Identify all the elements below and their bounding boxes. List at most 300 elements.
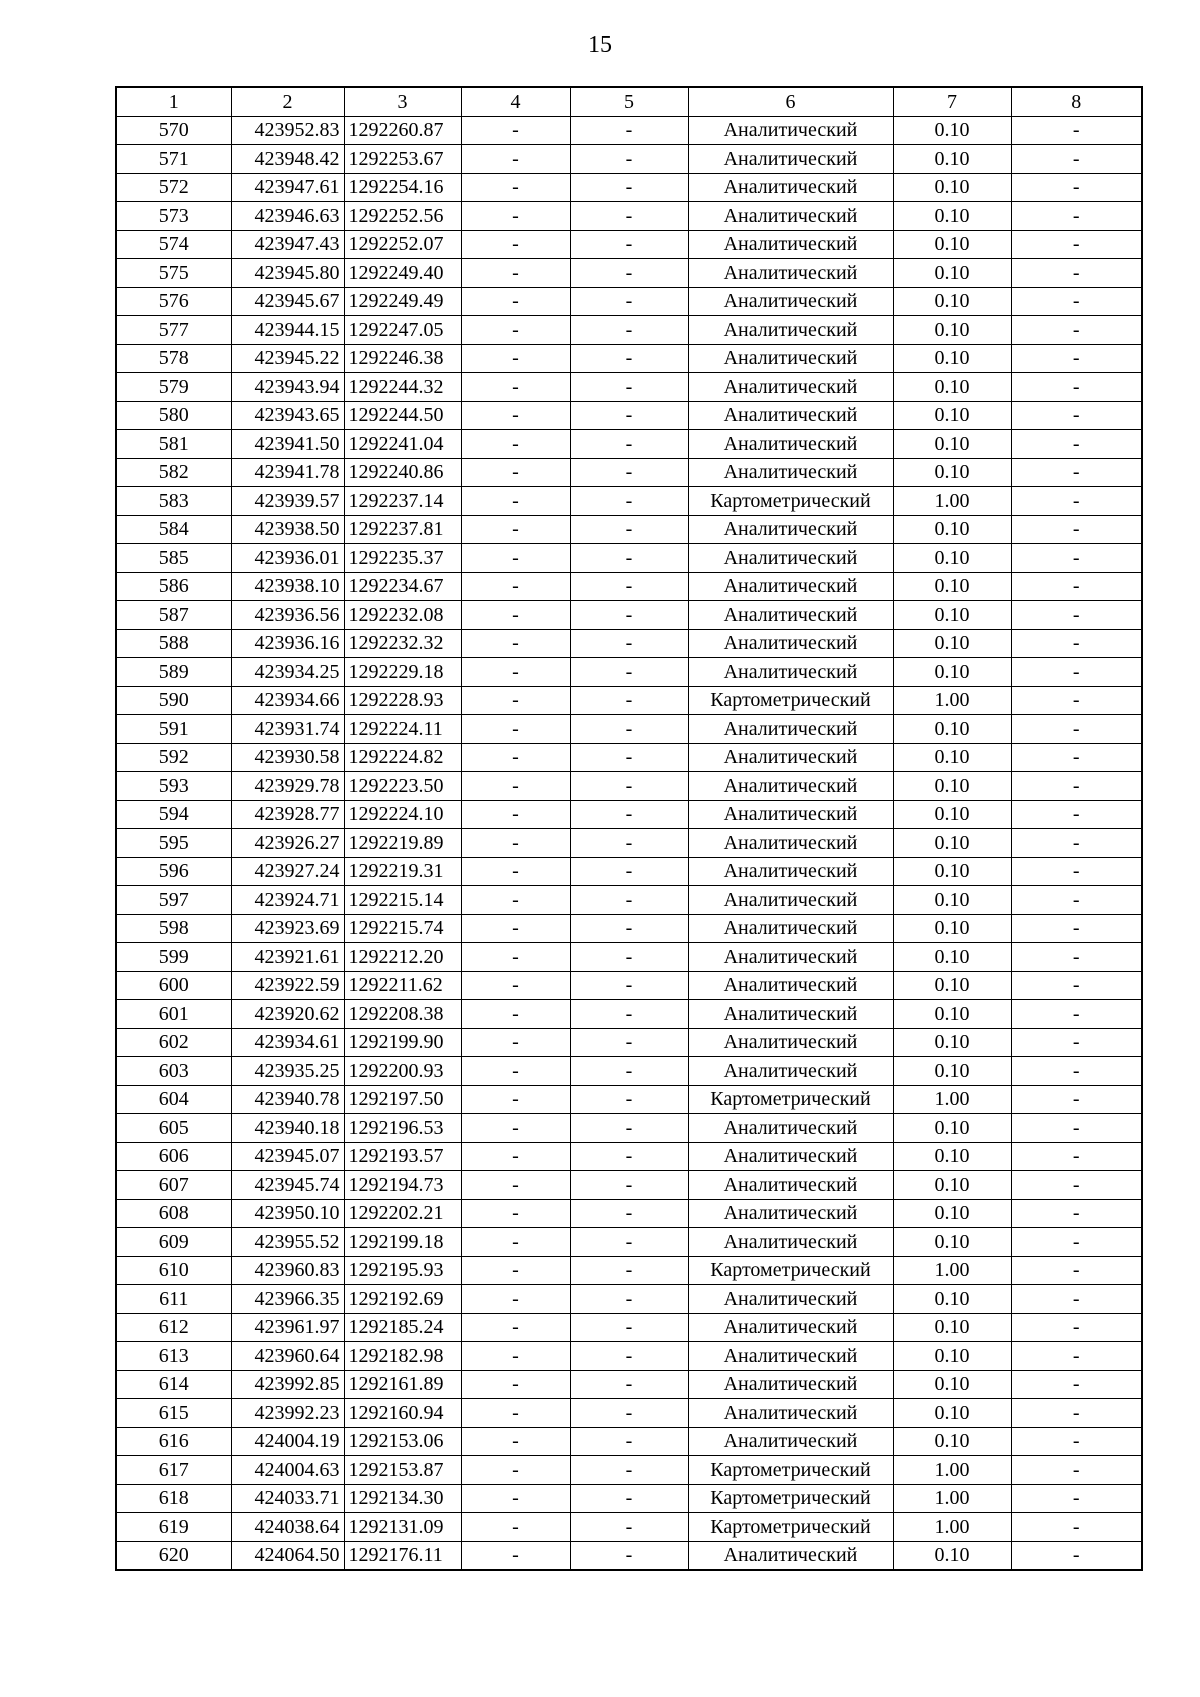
table-row	[116, 373, 1142, 402]
x-coordinate: 423940.18	[231, 1114, 344, 1143]
x-coordinate: 423934.61	[231, 1028, 344, 1057]
col-5-value: -	[570, 1370, 688, 1399]
col-5-value: -	[570, 259, 688, 288]
col-8-value: -	[1011, 1256, 1142, 1285]
col-8-value: -	[1011, 1513, 1142, 1542]
col-8-value: -	[1011, 1313, 1142, 1342]
y-coordinate: 1292224.82	[344, 743, 461, 772]
y-coordinate: 1292237.14	[344, 487, 461, 516]
col-5-value: -	[570, 1313, 688, 1342]
column-header: 4	[461, 87, 570, 116]
table-row	[116, 800, 1142, 829]
table-row	[116, 1000, 1142, 1029]
x-coordinate: 423945.80	[231, 259, 344, 288]
y-coordinate: 1292176.11	[344, 1541, 461, 1570]
x-coordinate: 423935.25	[231, 1057, 344, 1086]
point-number: 603	[116, 1057, 231, 1086]
col-4-value: -	[461, 1456, 570, 1485]
col-4-value: -	[461, 173, 570, 202]
method: Аналитический	[688, 116, 893, 145]
col-8-value: -	[1011, 1285, 1142, 1314]
col-8-value: -	[1011, 1171, 1142, 1200]
accuracy: 0.10	[893, 1541, 1011, 1570]
point-number: 573	[116, 202, 231, 231]
y-coordinate: 1292192.69	[344, 1285, 461, 1314]
accuracy: 0.10	[893, 202, 1011, 231]
table-row	[116, 715, 1142, 744]
table-row	[116, 458, 1142, 487]
accuracy: 0.10	[893, 715, 1011, 744]
x-coordinate: 423936.01	[231, 544, 344, 573]
col-4-value: -	[461, 401, 570, 430]
column-header: 6	[688, 87, 893, 116]
point-number: 597	[116, 886, 231, 915]
col-4-value: -	[461, 1484, 570, 1513]
x-coordinate: 423924.71	[231, 886, 344, 915]
col-4-value: -	[461, 1171, 570, 1200]
col-5-value: -	[570, 344, 688, 373]
col-5-value: -	[570, 1057, 688, 1086]
point-number: 586	[116, 572, 231, 601]
col-5-value: -	[570, 1456, 688, 1485]
point-number: 614	[116, 1370, 231, 1399]
x-coordinate: 423940.78	[231, 1085, 344, 1114]
y-coordinate: 1292193.57	[344, 1142, 461, 1171]
method: Аналитический	[688, 914, 893, 943]
x-coordinate: 423930.58	[231, 743, 344, 772]
col-8-value: -	[1011, 971, 1142, 1000]
col-8-value: -	[1011, 1456, 1142, 1485]
point-number: 588	[116, 629, 231, 658]
method: Аналитический	[688, 629, 893, 658]
accuracy: 0.10	[893, 743, 1011, 772]
col-5-value: -	[570, 515, 688, 544]
y-coordinate: 1292244.50	[344, 401, 461, 430]
point-number: 609	[116, 1228, 231, 1257]
method: Аналитический	[688, 1399, 893, 1428]
col-4-value: -	[461, 715, 570, 744]
method: Аналитический	[688, 1228, 893, 1257]
point-number: 620	[116, 1541, 231, 1570]
x-coordinate: 423939.57	[231, 487, 344, 516]
y-coordinate: 1292260.87	[344, 116, 461, 145]
method: Аналитический	[688, 1171, 893, 1200]
method: Картометрический	[688, 487, 893, 516]
x-coordinate: 423946.63	[231, 202, 344, 231]
col-8-value: -	[1011, 1057, 1142, 1086]
accuracy: 0.10	[893, 800, 1011, 829]
table-row	[116, 287, 1142, 316]
col-8-value: -	[1011, 458, 1142, 487]
table-row	[116, 1228, 1142, 1257]
table-row	[116, 1513, 1142, 1542]
x-coordinate: 423960.64	[231, 1342, 344, 1371]
col-4-value: -	[461, 857, 570, 886]
point-number: 572	[116, 173, 231, 202]
accuracy: 0.10	[893, 1199, 1011, 1228]
x-coordinate: 423945.67	[231, 287, 344, 316]
accuracy: 0.10	[893, 829, 1011, 858]
accuracy: 0.10	[893, 259, 1011, 288]
y-coordinate: 1292161.89	[344, 1370, 461, 1399]
table-row	[116, 1456, 1142, 1485]
col-4-value: -	[461, 487, 570, 516]
accuracy: 0.10	[893, 1028, 1011, 1057]
col-4-value: -	[461, 629, 570, 658]
col-8-value: -	[1011, 202, 1142, 231]
point-number: 618	[116, 1484, 231, 1513]
col-4-value: -	[461, 458, 570, 487]
method: Аналитический	[688, 943, 893, 972]
col-5-value: -	[570, 1256, 688, 1285]
y-coordinate: 1292197.50	[344, 1085, 461, 1114]
x-coordinate: 423938.50	[231, 515, 344, 544]
col-5-value: -	[570, 230, 688, 259]
table-row	[116, 344, 1142, 373]
col-4-value: -	[461, 1057, 570, 1086]
y-coordinate: 1292199.18	[344, 1228, 461, 1257]
table-row	[116, 772, 1142, 801]
accuracy: 0.10	[893, 1228, 1011, 1257]
col-5-value: -	[570, 1513, 688, 1542]
col-4-value: -	[461, 1228, 570, 1257]
col-8-value: -	[1011, 487, 1142, 516]
method: Картометрический	[688, 1484, 893, 1513]
x-coordinate: 424038.64	[231, 1513, 344, 1542]
method: Аналитический	[688, 658, 893, 687]
method: Аналитический	[688, 430, 893, 459]
col-5-value: -	[570, 287, 688, 316]
x-coordinate: 423936.16	[231, 629, 344, 658]
col-8-value: -	[1011, 686, 1142, 715]
accuracy: 0.10	[893, 145, 1011, 174]
col-5-value: -	[570, 116, 688, 145]
method: Аналитический	[688, 373, 893, 402]
point-number: 604	[116, 1085, 231, 1114]
col-4-value: -	[461, 544, 570, 573]
y-coordinate: 1292229.18	[344, 658, 461, 687]
header-row	[116, 87, 1142, 116]
col-8-value: -	[1011, 857, 1142, 886]
accuracy: 0.10	[893, 1171, 1011, 1200]
x-coordinate: 423928.77	[231, 800, 344, 829]
col-5-value: -	[570, 373, 688, 402]
col-4-value: -	[461, 914, 570, 943]
point-number: 606	[116, 1142, 231, 1171]
col-5-value: -	[570, 1114, 688, 1143]
col-4-value: -	[461, 658, 570, 687]
col-5-value: -	[570, 145, 688, 174]
y-coordinate: 1292232.08	[344, 601, 461, 630]
col-4-value: -	[461, 515, 570, 544]
method: Аналитический	[688, 1057, 893, 1086]
y-coordinate: 1292134.30	[344, 1484, 461, 1513]
accuracy: 0.10	[893, 458, 1011, 487]
table-row	[116, 601, 1142, 630]
method: Аналитический	[688, 344, 893, 373]
col-5-value: -	[570, 1427, 688, 1456]
y-coordinate: 1292252.56	[344, 202, 461, 231]
table-row	[116, 1370, 1142, 1399]
method: Аналитический	[688, 1114, 893, 1143]
table-row	[116, 686, 1142, 715]
accuracy: 0.10	[893, 857, 1011, 886]
table-row	[116, 1028, 1142, 1057]
method: Аналитический	[688, 1142, 893, 1171]
y-coordinate: 1292195.93	[344, 1256, 461, 1285]
table-row	[116, 1342, 1142, 1371]
accuracy: 0.10	[893, 943, 1011, 972]
col-8-value: -	[1011, 886, 1142, 915]
col-4-value: -	[461, 1028, 570, 1057]
method: Аналитический	[688, 1199, 893, 1228]
x-coordinate: 424004.19	[231, 1427, 344, 1456]
col-4-value: -	[461, 886, 570, 915]
col-5-value: -	[570, 601, 688, 630]
point-number: 581	[116, 430, 231, 459]
column-header: 1	[116, 87, 231, 116]
point-number: 571	[116, 145, 231, 174]
method: Картометрический	[688, 686, 893, 715]
col-8-value: -	[1011, 287, 1142, 316]
table-row	[116, 515, 1142, 544]
point-number: 594	[116, 800, 231, 829]
table-row	[116, 145, 1142, 174]
point-number: 585	[116, 544, 231, 573]
x-coordinate: 423938.10	[231, 572, 344, 601]
y-coordinate: 1292253.67	[344, 145, 461, 174]
col-8-value: -	[1011, 1370, 1142, 1399]
point-number: 605	[116, 1114, 231, 1143]
col-4-value: -	[461, 829, 570, 858]
method: Аналитический	[688, 971, 893, 1000]
column-header: 2	[231, 87, 344, 116]
column-header: 8	[1011, 87, 1142, 116]
point-number: 612	[116, 1313, 231, 1342]
col-8-value: -	[1011, 1541, 1142, 1570]
x-coordinate: 423943.65	[231, 401, 344, 430]
accuracy: 0.10	[893, 1114, 1011, 1143]
x-coordinate: 423992.85	[231, 1370, 344, 1399]
accuracy: 0.10	[893, 430, 1011, 459]
col-5-value: -	[570, 1228, 688, 1257]
accuracy: 0.10	[893, 1370, 1011, 1399]
method: Аналитический	[688, 886, 893, 915]
table-body	[116, 87, 1142, 1570]
table-row	[116, 658, 1142, 687]
y-coordinate: 1292153.87	[344, 1456, 461, 1485]
col-4-value: -	[461, 1000, 570, 1029]
col-4-value: -	[461, 316, 570, 345]
col-8-value: -	[1011, 914, 1142, 943]
x-coordinate: 423961.97	[231, 1313, 344, 1342]
x-coordinate: 423941.50	[231, 430, 344, 459]
point-number: 608	[116, 1199, 231, 1228]
y-coordinate: 1292223.50	[344, 772, 461, 801]
y-coordinate: 1292200.93	[344, 1057, 461, 1086]
col-8-value: -	[1011, 515, 1142, 544]
col-8-value: -	[1011, 116, 1142, 145]
col-8-value: -	[1011, 1399, 1142, 1428]
col-4-value: -	[461, 743, 570, 772]
point-number: 570	[116, 116, 231, 145]
accuracy: 0.10	[893, 772, 1011, 801]
col-4-value: -	[461, 772, 570, 801]
point-number: 596	[116, 857, 231, 886]
x-coordinate: 423952.83	[231, 116, 344, 145]
accuracy: 0.10	[893, 971, 1011, 1000]
y-coordinate: 1292249.40	[344, 259, 461, 288]
col-8-value: -	[1011, 658, 1142, 687]
method: Картометрический	[688, 1256, 893, 1285]
y-coordinate: 1292240.86	[344, 458, 461, 487]
col-4-value: -	[461, 373, 570, 402]
accuracy: 1.00	[893, 1456, 1011, 1485]
col-4-value: -	[461, 572, 570, 601]
col-8-value: -	[1011, 1000, 1142, 1029]
col-8-value: -	[1011, 259, 1142, 288]
y-coordinate: 1292160.94	[344, 1399, 461, 1428]
y-coordinate: 1292234.67	[344, 572, 461, 601]
table-row	[116, 1114, 1142, 1143]
col-5-value: -	[570, 743, 688, 772]
col-5-value: -	[570, 829, 688, 858]
col-5-value: -	[570, 430, 688, 459]
accuracy: 1.00	[893, 487, 1011, 516]
col-5-value: -	[570, 1142, 688, 1171]
accuracy: 0.10	[893, 629, 1011, 658]
col-8-value: -	[1011, 230, 1142, 259]
method: Картометрический	[688, 1456, 893, 1485]
col-5-value: -	[570, 629, 688, 658]
table-row	[116, 259, 1142, 288]
col-8-value: -	[1011, 316, 1142, 345]
point-number: 610	[116, 1256, 231, 1285]
method: Аналитический	[688, 1000, 893, 1029]
col-5-value: -	[570, 886, 688, 915]
col-8-value: -	[1011, 1142, 1142, 1171]
x-coordinate: 423920.62	[231, 1000, 344, 1029]
table-row	[116, 857, 1142, 886]
col-4-value: -	[461, 1342, 570, 1371]
col-8-value: -	[1011, 629, 1142, 658]
accuracy: 1.00	[893, 1513, 1011, 1542]
col-8-value: -	[1011, 344, 1142, 373]
col-5-value: -	[570, 401, 688, 430]
method: Аналитический	[688, 287, 893, 316]
y-coordinate: 1292244.32	[344, 373, 461, 402]
col-5-value: -	[570, 572, 688, 601]
x-coordinate: 423927.24	[231, 857, 344, 886]
y-coordinate: 1292252.07	[344, 230, 461, 259]
point-number: 598	[116, 914, 231, 943]
y-coordinate: 1292219.89	[344, 829, 461, 858]
accuracy: 0.10	[893, 515, 1011, 544]
x-coordinate: 424064.50	[231, 1541, 344, 1570]
accuracy: 1.00	[893, 1085, 1011, 1114]
col-8-value: -	[1011, 772, 1142, 801]
col-8-value: -	[1011, 173, 1142, 202]
table-row	[116, 943, 1142, 972]
method: Аналитический	[688, 230, 893, 259]
column-header: 3	[344, 87, 461, 116]
table-row	[116, 1541, 1142, 1570]
col-8-value: -	[1011, 373, 1142, 402]
col-4-value: -	[461, 1370, 570, 1399]
table-row	[116, 230, 1142, 259]
y-coordinate: 1292246.38	[344, 344, 461, 373]
table-row	[116, 1171, 1142, 1200]
accuracy: 0.10	[893, 373, 1011, 402]
point-number: 582	[116, 458, 231, 487]
table-row	[116, 1057, 1142, 1086]
col-4-value: -	[461, 1513, 570, 1542]
page-number: 15	[588, 32, 612, 58]
point-number: 613	[116, 1342, 231, 1371]
table-row	[116, 1199, 1142, 1228]
method: Аналитический	[688, 202, 893, 231]
col-5-value: -	[570, 686, 688, 715]
col-5-value: -	[570, 1342, 688, 1371]
col-5-value: -	[570, 715, 688, 744]
x-coordinate: 423926.27	[231, 829, 344, 858]
col-4-value: -	[461, 1399, 570, 1428]
accuracy: 0.10	[893, 230, 1011, 259]
x-coordinate: 423945.74	[231, 1171, 344, 1200]
table-row	[116, 1285, 1142, 1314]
y-coordinate: 1292249.49	[344, 287, 461, 316]
column-header: 7	[893, 87, 1011, 116]
method: Аналитический	[688, 515, 893, 544]
method: Аналитический	[688, 772, 893, 801]
col-5-value: -	[570, 1000, 688, 1029]
table-row	[116, 173, 1142, 202]
method: Аналитический	[688, 601, 893, 630]
table-row	[116, 743, 1142, 772]
col-5-value: -	[570, 1285, 688, 1314]
col-8-value: -	[1011, 743, 1142, 772]
table-row	[116, 316, 1142, 345]
col-5-value: -	[570, 202, 688, 231]
col-8-value: -	[1011, 1085, 1142, 1114]
point-number: 595	[116, 829, 231, 858]
point-number: 617	[116, 1456, 231, 1485]
y-coordinate: 1292153.06	[344, 1427, 461, 1456]
table-row	[116, 544, 1142, 573]
y-coordinate: 1292211.62	[344, 971, 461, 1000]
col-8-value: -	[1011, 943, 1142, 972]
table-row	[116, 572, 1142, 601]
method: Аналитический	[688, 1313, 893, 1342]
col-4-value: -	[461, 943, 570, 972]
point-number: 584	[116, 515, 231, 544]
col-4-value: -	[461, 344, 570, 373]
table-row	[116, 430, 1142, 459]
method: Аналитический	[688, 743, 893, 772]
accuracy: 0.10	[893, 1142, 1011, 1171]
y-coordinate: 1292199.90	[344, 1028, 461, 1057]
col-5-value: -	[570, 1028, 688, 1057]
col-4-value: -	[461, 971, 570, 1000]
y-coordinate: 1292202.21	[344, 1199, 461, 1228]
x-coordinate: 424004.63	[231, 1456, 344, 1485]
x-coordinate: 423929.78	[231, 772, 344, 801]
table-row	[116, 1085, 1142, 1114]
accuracy: 0.10	[893, 344, 1011, 373]
point-number: 591	[116, 715, 231, 744]
column-header: 5	[570, 87, 688, 116]
accuracy: 0.10	[893, 1427, 1011, 1456]
